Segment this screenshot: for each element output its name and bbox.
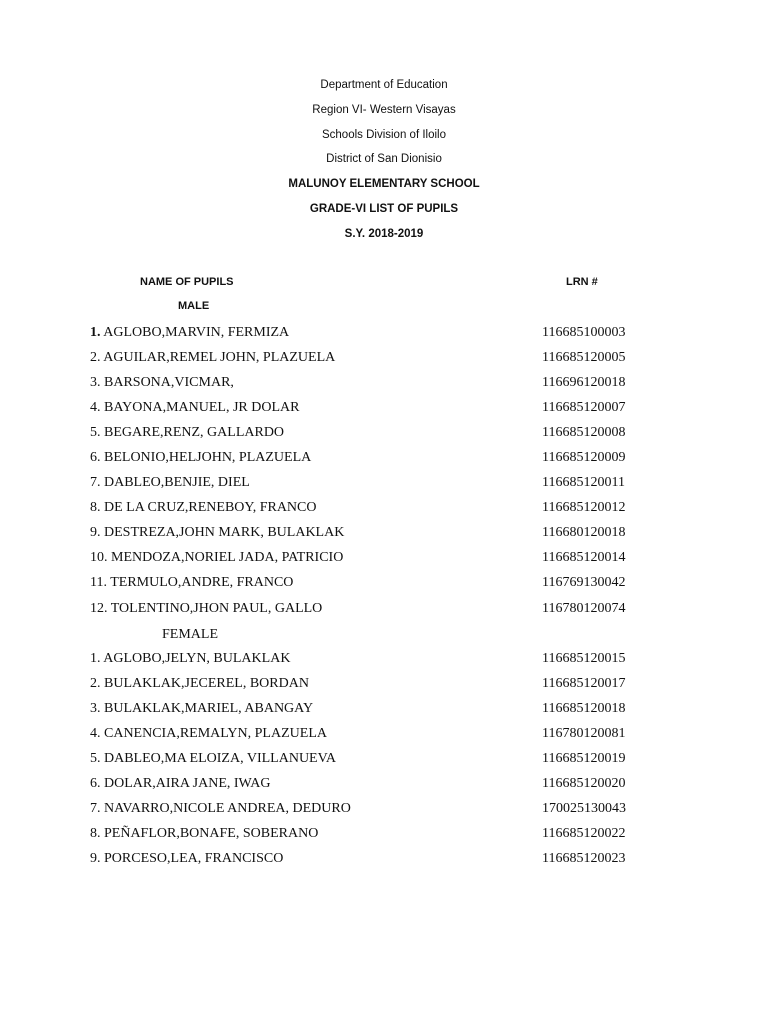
pupil-row [90, 696, 650, 721]
pupil-full-name: BULAKLAK,MARIEL, ABANGAY [104, 701, 314, 717]
pupil-name [90, 846, 283, 871]
pupil-row [90, 846, 650, 871]
pupil-lrn: 116685100003 [542, 325, 626, 340]
pupil-lrn: 116685120017 [542, 676, 626, 692]
document-header [0, 76, 768, 250]
pupil-full-name: BARSONA,VICMAR, [104, 375, 234, 391]
pupil-number: 6. [90, 450, 101, 466]
pupil-row [90, 495, 650, 520]
pupil-number: 2. [90, 676, 101, 692]
pupil-row [90, 721, 650, 746]
pupil-row [90, 395, 650, 420]
pupil-name [90, 420, 284, 445]
list-title: GRADE-VI LIST OF PUPILS [309, 202, 459, 215]
pupil-lrn: 116685120022 [542, 826, 626, 842]
pupil-number: 7. [90, 801, 101, 817]
pupil-full-name: PORCESO,LEA, FRANCISCO [104, 851, 284, 867]
pupil-lrn: 116685120019 [542, 751, 626, 767]
pupil-row [90, 420, 650, 445]
pupil-number: 8. [90, 500, 101, 516]
pupil-full-name: AGLOBO,MARVIN, FERMIZA [103, 325, 290, 340]
pupil-name [90, 746, 336, 771]
pupil-name [90, 721, 327, 746]
department-title: Department of Education [320, 79, 448, 91]
pupil-name [90, 370, 234, 395]
pupil-row [90, 796, 650, 821]
pupil-number: 9. [90, 851, 101, 867]
pupil-full-name: DE LA CRUZ,RENEBOY, FRANCO [104, 500, 317, 516]
male-group-label: MALE [178, 300, 210, 312]
pupil-lrn: 116685120012 [542, 500, 626, 516]
pupil-full-name: AGLOBO,JELYN, BULAKLAK [103, 651, 291, 666]
pupil-full-name: BAYONA,MANUEL, JR DOLAR [104, 400, 300, 416]
pupil-number: 4. [90, 726, 101, 742]
pupil-lrn: 116685120007 [542, 400, 626, 416]
pupil-row [90, 596, 650, 621]
pupil-name [90, 821, 318, 846]
pupil-row [90, 771, 650, 796]
pupil-name [90, 470, 250, 495]
pupil-lrn: 116685120023 [542, 851, 626, 867]
pupil-lrn: 116685120005 [542, 350, 626, 366]
pupil-full-name: DESTREZA,JOHN MARK, BULAKLAK [104, 525, 345, 541]
female-pupil-list [90, 646, 650, 871]
pupil-number: 2. [90, 350, 101, 366]
pupil-lrn: 116685120009 [542, 450, 626, 466]
pupil-row [90, 570, 650, 595]
pupil-full-name: BEGARE,RENZ, GALLARDO [104, 425, 285, 441]
male-pupil-list [90, 320, 650, 621]
pupil-lrn: 116685120011 [542, 475, 625, 491]
pupil-full-name: TOLENTINO,JHON PAUL, GALLO [110, 600, 323, 616]
pupil-full-name: BULAKLAK,JECEREL, BORDAN [104, 676, 309, 692]
pupil-row [90, 520, 650, 545]
pupil-name [90, 395, 300, 420]
school-name: MALUNOY ELEMENTARY SCHOOL [288, 178, 480, 191]
pupil-number: 1. [90, 325, 101, 340]
pupil-number: 4. [90, 400, 101, 416]
pupil-full-name: TERMULO,ANDRE, FRANCO [110, 575, 294, 591]
pupil-lrn: 170025130043 [542, 801, 626, 817]
pupil-name [90, 320, 289, 345]
pupil-full-name: BELONIO,HELJOHN, PLAZUELA [104, 450, 312, 466]
pupil-full-name: DOLAR,AIRA JANE, IWAG [104, 776, 271, 792]
district-title: District of San Dionisio [326, 153, 442, 166]
pupil-number: 3. [90, 375, 101, 391]
pupil-name [90, 596, 322, 621]
pupil-row [90, 746, 650, 771]
pupil-name [90, 445, 311, 470]
pupil-row [90, 320, 650, 345]
pupil-name [90, 696, 313, 721]
pupil-lrn: 116680120018 [542, 525, 626, 541]
pupil-name [90, 545, 343, 570]
pupil-number: 11. [90, 575, 107, 591]
pupil-name [90, 671, 309, 696]
pupil-lrn: 116685120008 [542, 425, 626, 441]
pupil-number: 5. [90, 425, 101, 441]
pupil-lrn: 116780120081 [542, 726, 626, 742]
pupil-lrn: 116685120014 [542, 550, 626, 566]
pupil-lrn: 116769130042 [542, 575, 626, 591]
pupil-name [90, 570, 293, 595]
column-header-name: NAME OF PUPILS [140, 276, 234, 288]
pupil-number: 8. [90, 826, 101, 842]
pupil-number: 10. [90, 550, 108, 566]
pupil-row [90, 445, 650, 470]
pupil-name [90, 495, 317, 520]
pupil-name [90, 796, 351, 821]
pupil-number: 9. [90, 525, 101, 541]
pupil-name [90, 771, 270, 796]
female-group-label: FEMALE [162, 627, 218, 642]
pupil-row [90, 646, 650, 671]
pupil-lrn: 116685120018 [542, 701, 626, 717]
school-year: S.Y. 2018-2019 [344, 227, 424, 240]
pupil-full-name: CANENCIA,REMALYN, PLAZUELA [104, 726, 327, 742]
pupil-full-name: AGUILAR,REMEL JOHN, PLAZUELA [103, 350, 336, 366]
pupil-row [90, 671, 650, 696]
pupil-lrn: 116696120018 [542, 375, 626, 391]
pupil-full-name: DABLEO,MA ELOIZA, VILLANUEVA [104, 751, 337, 767]
pupil-name [90, 520, 344, 545]
pupil-full-name: DABLEO,BENJIE, DIEL [104, 475, 250, 491]
pupil-row [90, 345, 650, 370]
region-title: Region VI- Western Visayas [312, 103, 456, 116]
pupil-name [90, 646, 290, 671]
pupil-number: 3. [90, 701, 101, 717]
pupil-number: 5. [90, 751, 101, 767]
pupil-row [90, 821, 650, 846]
pupil-name [90, 345, 335, 370]
pupil-row [90, 470, 650, 495]
pupil-number: 6. [90, 776, 101, 792]
pupil-full-name: MENDOZA,NORIEL JADA, PATRICIO [111, 550, 344, 566]
pupil-row [90, 370, 650, 395]
division-title: Schools Division of Iloilo [321, 128, 446, 141]
pupil-lrn: 116685120015 [542, 651, 626, 666]
pupil-number: 1. [90, 651, 101, 666]
pupil-lrn: 116780120074 [542, 600, 626, 616]
pupil-number: 12. [90, 600, 108, 616]
pupil-number: 7. [90, 475, 101, 491]
pupil-full-name: PEÑAFLOR,BONAFE, SOBERANO [104, 826, 319, 842]
pupil-full-name: NAVARRO,NICOLE ANDREA, DEDURO [104, 801, 351, 817]
pupil-row [90, 545, 650, 570]
column-header-lrn: LRN # [566, 276, 598, 288]
pupil-lrn: 116685120020 [542, 776, 626, 792]
